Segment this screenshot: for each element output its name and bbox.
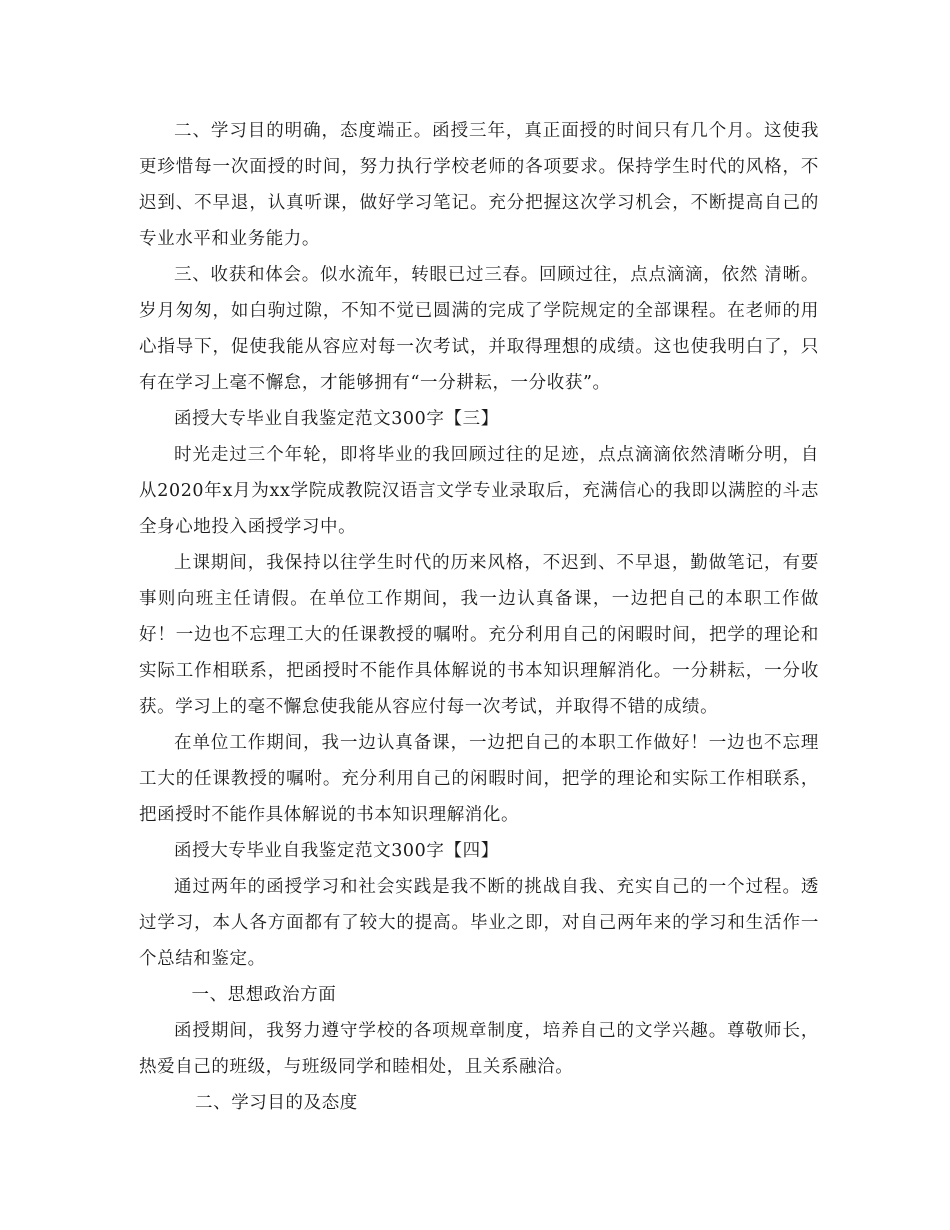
document-body [139,113,819,1121]
section-heading-four: 函授大专毕业自我鉴定范文300字【四】 [174,841,499,861]
paragraph-rules-compliance: 函授期间，我努力遵守学校的各项规章制度，培养自己的文学兴趣。尊敬师长，热爱自己的班级，与班级同学和睦相处，且关系融洽。 [139,1021,819,1077]
paragraph-gains-reflections: 三、收获和体会。似水流年，转眼已过三春。回顾过往，点点滴滴，依然 清晰。岁月匆匆，如白驹过隙，不知不觉已圆满的完成了学院规定的全部课程。在老师的用心指导下，促使我能从容应对每一次考试，并取得理想的成绩。这也使我明白了，只有在学习上毫不懈怠，才能够拥有“一分耕耘，一分收获”。 [139,265,819,393]
paragraph-two-years-study: 通过两年的函授学习和社会实践是我不断的挑战自我、充实自己的一个过程。透过学习，本人各方面都有了较大的提高。毕业之即，对自己两年来的学习和生活作一个总结和鉴定。 [139,877,819,969]
paragraph-three-years: 时光走过三个年轮，即将毕业的我回顾过往的足迹，点点滴滴依然清晰分明，自从2020年x月为xx学院成教院汉语言文学专业录取后，充满信心的我即以满腔的斗志全身心地投入函授学习中。 [139,445,819,537]
paragraph-class-period: 上课期间，我保持以往学生时代的历来风格，不迟到、不早退，勤做笔记，有要事则向班主任请假。在单位工作期间，我一边认真备课，一边把自己的本职工作做好！一边也不忘理工大的任课教授的嘱咐。充分利用自己的闲暇时间，把学的理论和实际工作相联系，把函授时不能作具体解说的书本知识理解消化。一分耕耘，一分收获。学习上的毫不懈怠使我能从容应付每一次考试，并取得不错的成绩。 [139,553,819,717]
paragraph-learning-purpose: 二、学习目的明确，态度端正。函授三年，真正面授的时间只有几个月。这使我更珍惜每一次面授的时间，努力执行学校老师的各项要求。保持学生时代的风格，不迟到、不早退，认真听课，做好学习笔记。充分把握这次学习机会，不断提高自己的专业水平和业务能力。 [139,121,819,249]
subheading-learning-purpose-attitude: 二、学习目的及态度 [195,1093,358,1113]
paragraph-work-period: 在单位工作期间，我一边认真备课，一边把自己的本职工作做好！一边也不忘理工大的任课教授的嘱咐。充分利用自己的闲暇时间，把学的理论和实际工作相联系，把函授时不能作具体解说的书本知识理解消化。 [139,733,819,825]
subheading-ideology-politics: 一、思想政治方面 [191,985,337,1005]
section-heading-three: 函授大专毕业自我鉴定范文300字【三】 [174,409,499,429]
